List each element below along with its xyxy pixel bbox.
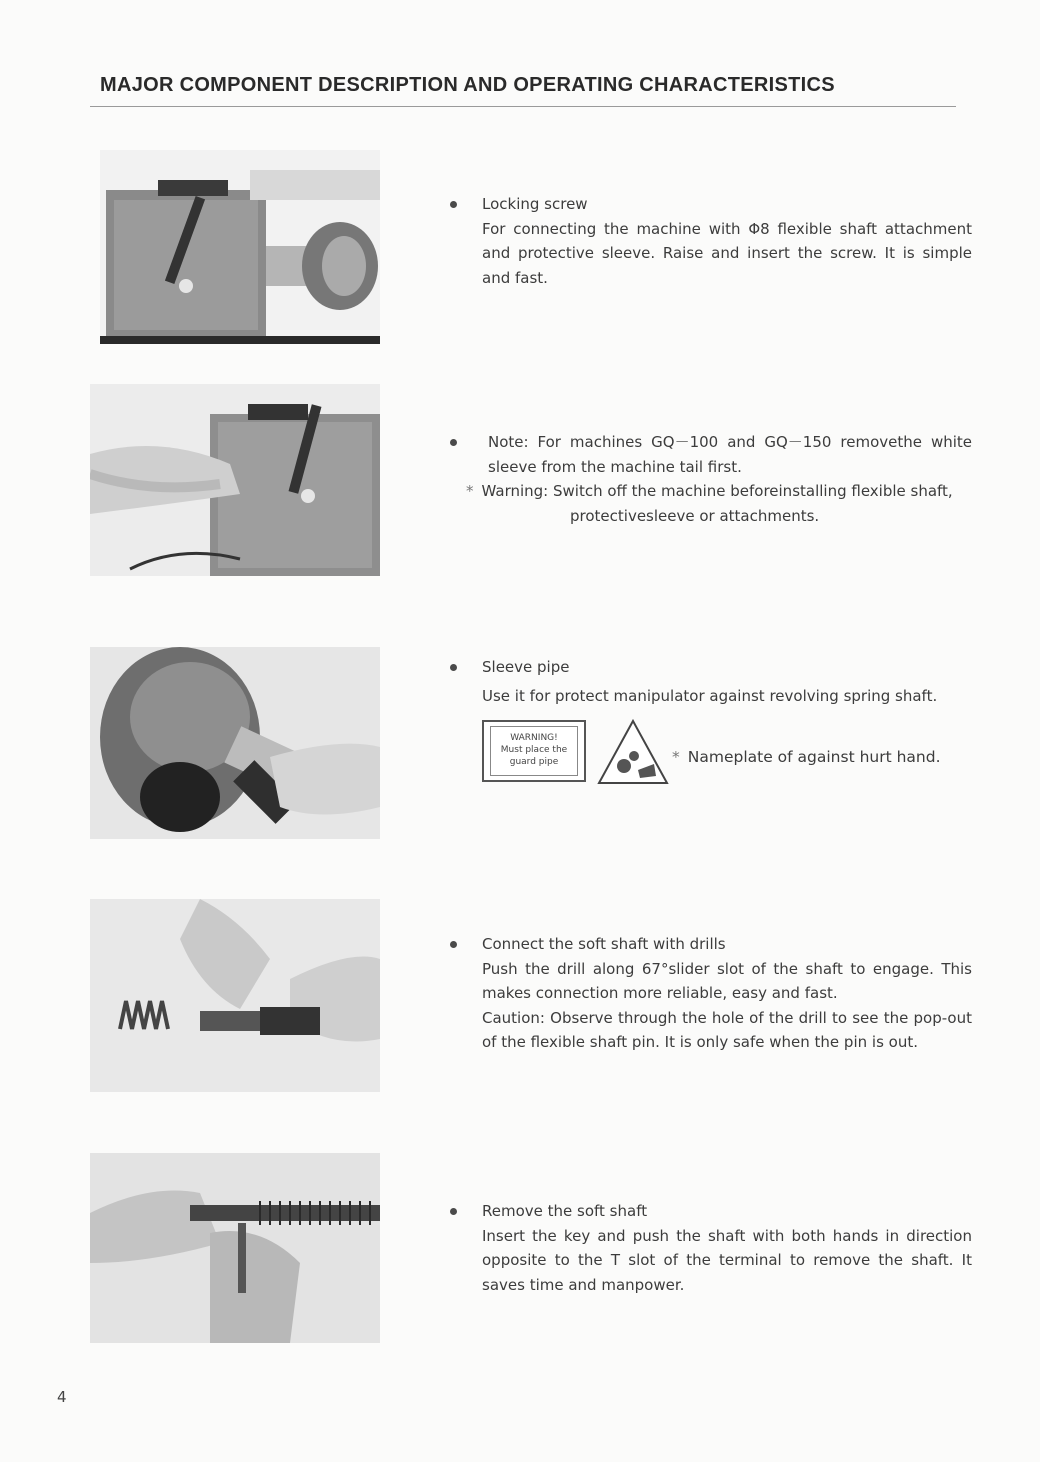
section-connect-drills	[482, 932, 972, 1055]
warning-text-continued: protectivesleeve or attachments.	[570, 506, 820, 525]
section-title: Sleeve pipe	[482, 658, 570, 676]
bullet-dot-icon	[450, 1208, 457, 1215]
section-remove-shaft	[482, 1199, 972, 1297]
section-locking-screw	[482, 192, 972, 290]
title-divider	[90, 106, 956, 107]
bullet-dot-icon	[450, 439, 457, 446]
section-sleeve-pipe	[482, 655, 972, 708]
hand-hazard-triangle-icon	[596, 718, 670, 786]
section-body: Use it for protect manipulator against revolving spring shaft.	[482, 686, 938, 705]
plate-line: WARNING!	[510, 733, 558, 743]
section-body: For connecting the machine with Φ8 flexible shaft attachment and protective sleeve. Raise and insert the screw. It is simple and fast.	[482, 219, 972, 287]
note-text: Note: For machines GQ－100 and GQ－150 removethe white sleeve from the machine tail first.	[488, 433, 972, 476]
machine-tail-sleeve-photo	[90, 384, 380, 576]
star-mark: *	[466, 482, 474, 500]
star-mark: *	[672, 748, 680, 766]
machine-locking-screw-photo	[100, 150, 380, 344]
section-title: Connect the soft shaft with drills	[482, 935, 726, 953]
bullet-dot-icon	[450, 201, 457, 208]
warning-nameplate	[482, 720, 586, 782]
section-title: Locking screw	[482, 195, 588, 213]
remove-shaft-photo	[90, 1153, 380, 1343]
section-title: Remove the soft shaft	[482, 1202, 648, 1220]
bullet-dot-icon	[450, 664, 457, 671]
section-note-warning	[466, 430, 972, 528]
section-body: Insert the key and push the shaft with both hands in direction opposite to the T slot of the terminal to remove the shaft. It saves time and manpower.	[482, 1226, 972, 1294]
caution-text: Caution: Observe through the hole of the drill to see the pop-out of the flexible shaft pin. It is only safe when the pin is out.	[482, 1008, 972, 1051]
sleeve-pipe-photo	[90, 647, 380, 839]
warning-text: Warning: Switch off the machine beforeinstalling flexible shaft,	[481, 482, 953, 500]
plate-line: Must place the	[500, 745, 568, 755]
nameplate-note	[672, 748, 941, 766]
plate-line: guard pipe	[509, 757, 559, 767]
nameplate-note-text: Nameplate of against hurt hand.	[687, 748, 941, 766]
page-number: 4	[57, 1388, 67, 1406]
bullet-dot-icon	[450, 941, 457, 948]
drill-connection-photo	[90, 899, 380, 1092]
page-title: MAJOR COMPONENT DESCRIPTION AND OPERATING CHARACTERISTICS	[100, 74, 835, 96]
section-body: Push the drill along 67°slider slot of the shaft to engage. This makes connection more reliable, easy and fast.	[482, 959, 972, 1002]
